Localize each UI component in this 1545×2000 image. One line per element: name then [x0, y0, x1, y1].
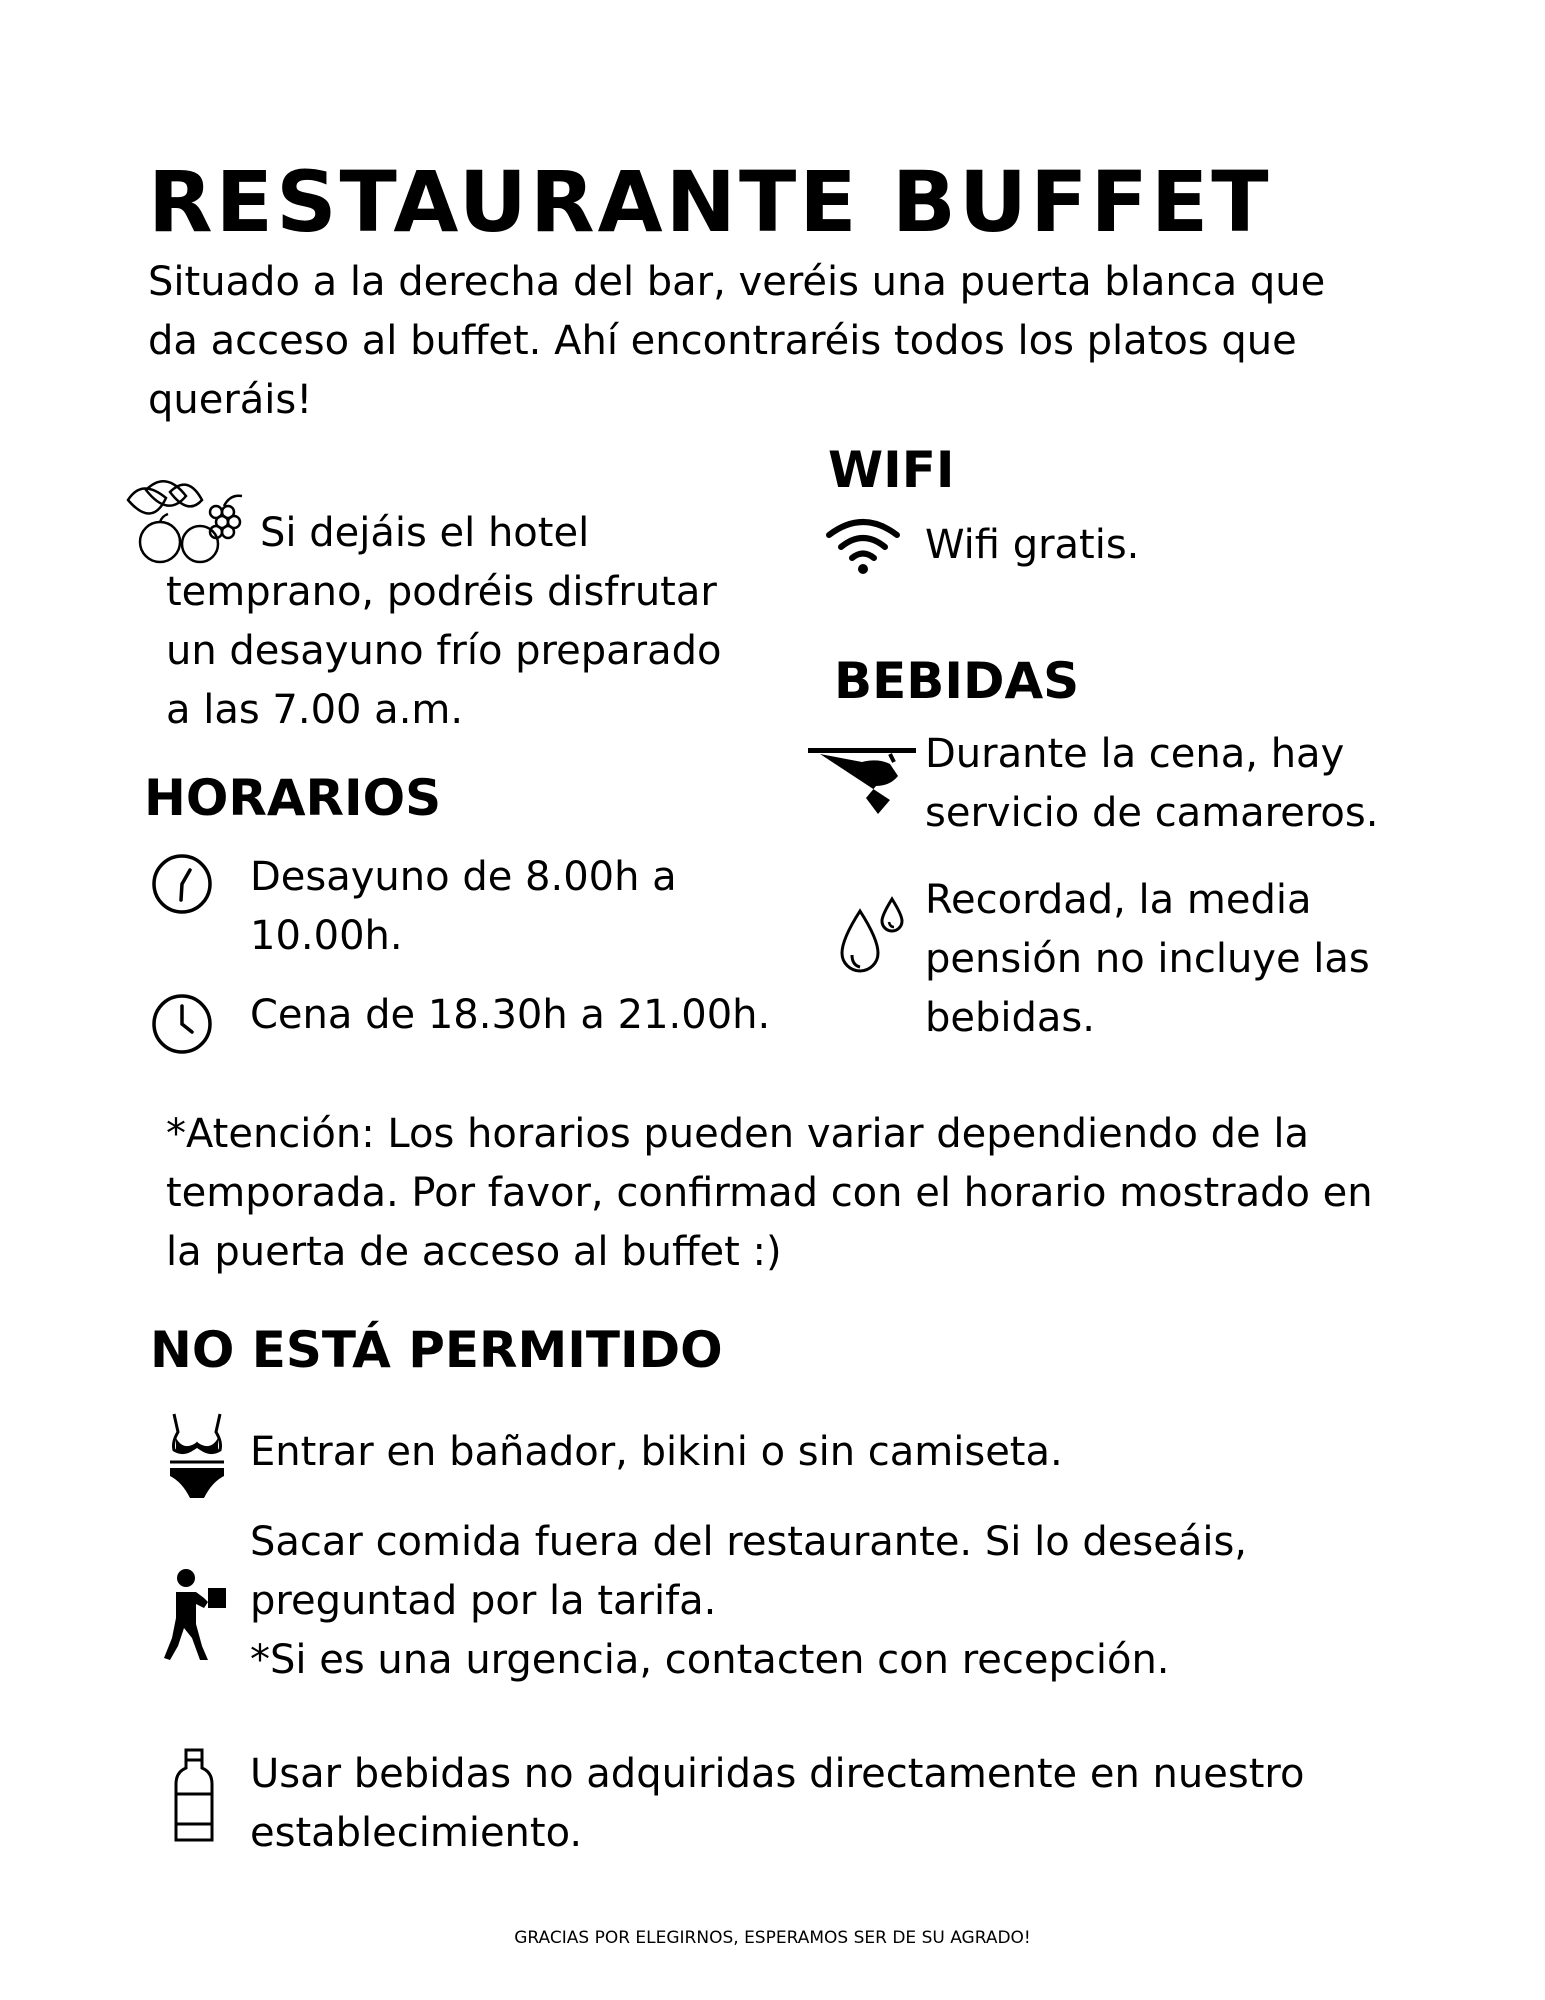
horarios-heading: HORARIOS	[144, 769, 442, 827]
page-title: RESTAURANTE BUFFET	[148, 153, 1272, 251]
wifi-text: Wifi gratis.	[925, 522, 1140, 568]
bebidas-camareros-text: Durante la cena, hay servicio de camareros.	[925, 731, 1379, 836]
prohibited-takeaway-text: Sacar comida fuera del restaurante. Si lo deseáis, preguntad por la tarifa.	[250, 1519, 1248, 1624]
intro-text: Situado a la derecha del bar, veréis una puerta blanca que da acceso al buffet. Ahí encontraréis todos los platos que queráis!	[148, 259, 1326, 423]
prohibited-takeaway-note: *Si es una urgencia, contacten con recepción.	[250, 1637, 1170, 1683]
wifi-icon	[825, 517, 901, 575]
clock-icon	[150, 852, 214, 916]
waiter-tray-icon	[806, 740, 918, 818]
bebidas-media-pension-text: Recordad, la media pensión no incluye las bebidas.	[925, 877, 1370, 1041]
attention-note: *Atención: Los horarios pueden variar dependiendo de la temporada. Por favor, confirmad con el horario mostrado en la puerta de acceso al buffet :)	[166, 1111, 1373, 1275]
prohibited-heading: NO ESTÁ PERMITIDO	[150, 1321, 723, 1379]
prohibited-drinks-text: Usar bebidas no adquiridas directamente en nuestro establecimiento.	[250, 1751, 1305, 1856]
footer-text: GRACIAS POR ELEGIRNOS, ESPERAMOS SER DE SU AGRADO!	[514, 1928, 1031, 1948]
person-carrying-box-icon	[164, 1568, 228, 1662]
bottle-icon	[172, 1748, 216, 1844]
clock-icon	[150, 992, 214, 1056]
drops-icon	[836, 895, 906, 977]
prohibited-swimwear-text: Entrar en bañador, bikini o sin camiseta.	[250, 1429, 1063, 1475]
breakfast-note: Si dejáis el hotel temprano, podréis disfrutar un desayuno frío preparado a las 7.00 a.m.	[166, 510, 722, 733]
horario-desayuno: Desayuno de 8.00h a 10.00h.	[250, 854, 677, 959]
bikini-icon	[168, 1412, 226, 1500]
wifi-heading: WIFI	[828, 441, 955, 499]
bebidas-heading: BEBIDAS	[834, 652, 1080, 710]
horario-cena: Cena de 18.30h a 21.00h.	[250, 992, 771, 1038]
